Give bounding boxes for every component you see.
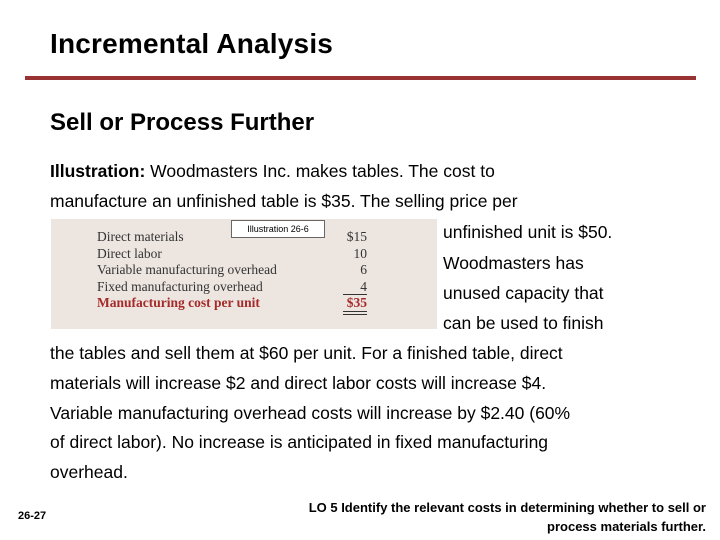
body-text: Woodmasters Inc. makes tables. The cost to (150, 161, 495, 181)
illustration-figure (51, 219, 437, 329)
body-line-2: manufacture an unfinished table is $35. The selling price per (50, 191, 518, 211)
total-double-underline-top (343, 311, 367, 312)
body-line-5: unused capacity that (443, 283, 604, 303)
cost-row (97, 262, 367, 279)
cost-value: 6 (360, 262, 367, 277)
body-line-3: unfinished unit is $50. (443, 222, 613, 242)
cost-row (97, 246, 367, 263)
body-line-6: can be used to finish (443, 313, 604, 333)
learning-objective: LO 5 Identify the relevant costs in determining whether to sell or process materials further. (308, 500, 706, 534)
slide-subtitle: Sell or Process Further (50, 109, 315, 136)
cost-label: Variable manufacturing overhead (97, 262, 277, 277)
cost-value: 4 (360, 278, 367, 294)
illustration-label: Illustration: (50, 161, 146, 181)
body-line-4: Woodmasters has (443, 253, 584, 273)
cost-row (97, 279, 367, 296)
cost-table (97, 229, 367, 312)
body-line-11: overhead. (50, 462, 128, 482)
body-line-8: materials will increase $2 and direct labor costs will increase $4. (50, 373, 547, 393)
cost-total-label: Manufacturing cost per unit (97, 295, 260, 310)
slide-title: Incremental Analysis (50, 28, 334, 59)
title-divider (25, 76, 696, 80)
cost-label: Fixed manufacturing overhead (97, 278, 263, 294)
body-line-9: Variable manufacturing overhead costs will increase by $2.40 (60% (50, 403, 571, 423)
cost-row (97, 229, 367, 246)
total-double-underline-bottom (343, 314, 367, 315)
body-line-7: the tables and sell them at $60 per unit. For a finished table, direct (50, 343, 563, 363)
cost-value: 10 (353, 245, 367, 261)
body-line-10: of direct labor). No increase is anticipated in fixed manufacturing (50, 432, 549, 452)
illustration-tag: Illustration 26-6 (231, 220, 325, 238)
cost-label: Direct labor (97, 245, 162, 261)
page-number: 26-27 (18, 510, 47, 522)
cost-value: $15 (346, 229, 367, 244)
cost-total-value: $35 (346, 295, 367, 310)
body-line-1 (50, 161, 495, 181)
cost-total-row (97, 295, 367, 312)
cost-label: Direct materials (97, 229, 184, 244)
